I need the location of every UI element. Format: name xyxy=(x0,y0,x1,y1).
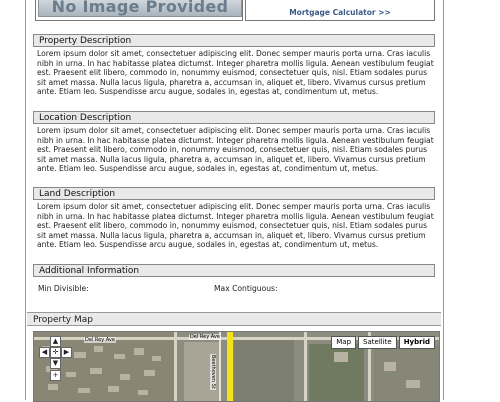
location-description-header: Location Description xyxy=(33,111,435,124)
land-description-text: Lorem ipsum dolor sit amet, consectetuer adipiscing elit. Donec semper mauris porta urna. Cras iaculis nibh in urna. In hac habitasse platea dictumst. Integer pharetra mollis ligula. Aenean vestibulum feugiat est. Praesent elit libero, commodo in, nonummy euismod, consectetuer quis, nisl. Etiam sodales purus sit amet massa. Nulla lacus ligula, pharetra a, accumsan in, aliquet et, libero. Vivamus cursus pretium ante. Etiam leo. Suspendisse arcu augue, sodales in, egestas at, condimentum ut, metus. xyxy=(37,202,434,250)
road-label: Beethoven St xyxy=(210,355,216,389)
pan-down-icon[interactable]: ▼ xyxy=(50,358,61,369)
additional-information-header: Additional Information xyxy=(33,264,435,277)
no-image-placeholder: No Image Provided xyxy=(38,0,242,17)
mortgage-calculator-link[interactable]: Mortgage Calculator >> xyxy=(289,8,391,17)
pan-reset-icon[interactable]: ✛ xyxy=(50,347,61,358)
mortgage-calculator-box xyxy=(245,0,435,21)
page-frame-left-border xyxy=(25,0,26,400)
road-label: Del Rey Ave xyxy=(85,337,115,343)
pan-up-icon[interactable]: ▲ xyxy=(50,336,61,347)
property-map[interactable] xyxy=(33,331,440,402)
map-type-map-button[interactable]: Map xyxy=(331,336,356,349)
location-description-text: Lorem ipsum dolor sit amet, consectetuer adipiscing elit. Donec semper mauris porta urna. Cras iaculis nibh in urna. In hac habitasse platea dictumst. Integer pharetra mollis ligula. Aenean vestibulum feugiat est. Praesent elit libero, commodo in, nonummy euismod, consectetuer quis, nisl. Etiam sodales purus sit amet massa. Nulla lacus ligula, pharetra a, accumsan in, aliquet et, libero. Vivamus cursus pretium ante. Etiam leo. Suspendisse arcu augue, sodales in, egestas at, condimentum ut, metus. xyxy=(37,126,434,174)
pan-right-icon[interactable]: ▶ xyxy=(61,347,72,358)
zoom-in-icon[interactable]: + xyxy=(50,370,61,381)
property-description-text: Lorem ipsum dolor sit amet, consectetuer adipiscing elit. Donec semper mauris porta urna. Cras iaculis nibh in urna. In hac habitasse platea dictumst. Integer pharetra mollis ligula. Aenean vestibulum feugiat est. Praesent elit libero, commodo in, nonummy euismod, consectetuer quis, nisl. Etiam sodales purus sit amet massa. Nulla lacus ligula, pharetra a, accumsan in, aliquet et, libero. Vivamus cursus pretium ante. Etiam leo. Suspendisse arcu augue, sodales in, egestas at, condimentum ut, metus. xyxy=(37,49,434,97)
map-type-satellite-button[interactable]: Satellite xyxy=(358,336,397,349)
property-description-header: Property Description xyxy=(33,34,435,47)
road-label: Del Rey Ave xyxy=(190,334,220,340)
min-divisible-label: Min Divisible: xyxy=(38,284,89,293)
pan-left-icon[interactable]: ◀ xyxy=(39,347,50,358)
page-frame-right-border xyxy=(443,0,444,400)
map-type-hybrid-button[interactable]: Hybrid xyxy=(399,336,435,349)
map-type-switcher xyxy=(329,336,435,349)
property-map-header: Property Map xyxy=(27,312,441,326)
property-image-box xyxy=(35,0,243,21)
land-description-header: Land Description xyxy=(33,187,435,200)
max-contiguous-label: Max Contiguous: xyxy=(214,284,278,293)
map-navigation-control xyxy=(38,336,72,380)
